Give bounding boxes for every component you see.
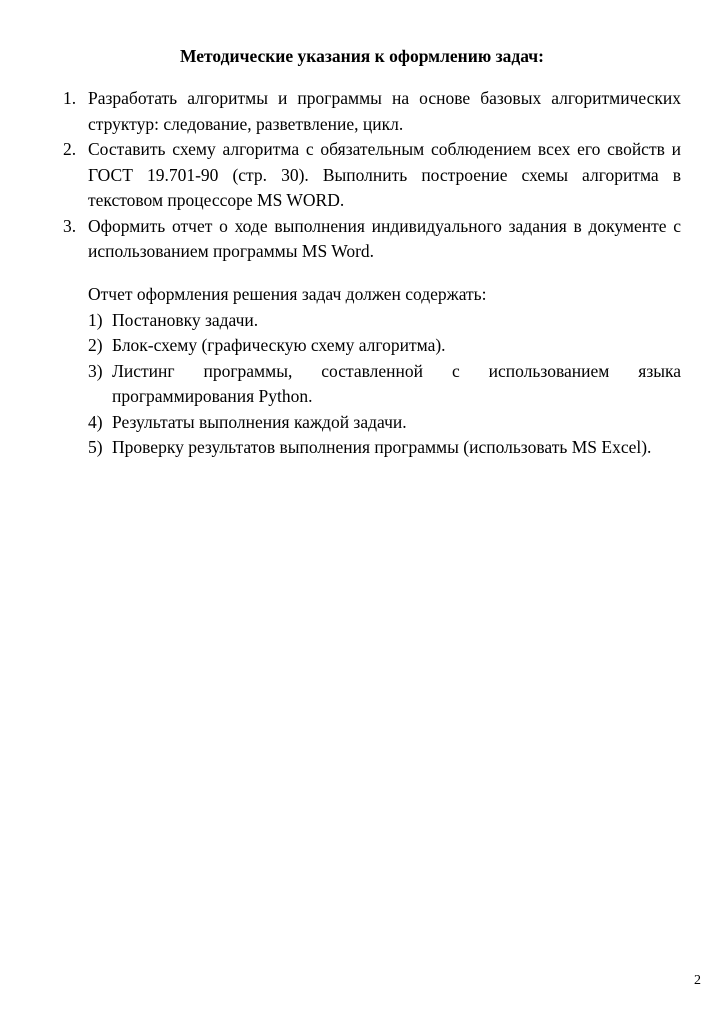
task-item <box>63 137 681 214</box>
report-intro: Отчет оформления решения задач должен содержать: <box>88 284 487 304</box>
report-item <box>88 333 681 359</box>
report-item <box>88 359 681 410</box>
report-item-text: Постановку задачи. <box>112 309 259 330</box>
task-number: 2. <box>63 139 77 159</box>
task-item <box>63 214 681 265</box>
report-item-number: 4) <box>88 411 103 432</box>
page-number: 2 <box>694 973 701 988</box>
report-item-number: 5) <box>88 437 103 457</box>
report-item-text: Блок-схему (графическую схему алгоритма). <box>112 335 446 355</box>
task-item <box>63 86 681 137</box>
page-title: Методические указания к оформлению задач: <box>180 46 544 66</box>
report-item-number: 1) <box>88 309 103 330</box>
task-text: Составить схему алгоритма с обязательным соблюдением всех его свойств и ГОСТ 19.701-90 (стр. 30). Выполнить построение схемы алгоритма в текстовом процессоре MS WORD. <box>88 139 681 210</box>
task-text: Оформить отчет о ходе выполнения индивидуального задания в документе с использованием программы MS Word. <box>88 215 681 261</box>
task-number: 3. <box>63 215 77 236</box>
report-item <box>88 410 681 436</box>
report-item-text: Проверку результатов выполнения программы (использовать MS Excel). <box>112 437 652 457</box>
report-item-text: Результаты выполнения каждой задачи. <box>112 411 407 432</box>
task-number: 1. <box>63 88 77 108</box>
report-item <box>88 308 681 334</box>
task-text: Разработать алгоритмы и программы на основе базовых алгоритмических структур: следование, разветвление, цикл. <box>88 88 681 134</box>
report-item-text: Листинг программы, составленной с использованием языка программирования Python. <box>112 360 681 406</box>
report-item <box>88 435 681 461</box>
report-list <box>88 308 681 461</box>
report-item-number: 3) <box>88 360 103 381</box>
report-requirements <box>88 282 681 461</box>
task-list <box>63 86 681 265</box>
report-item-number: 2) <box>88 335 103 355</box>
